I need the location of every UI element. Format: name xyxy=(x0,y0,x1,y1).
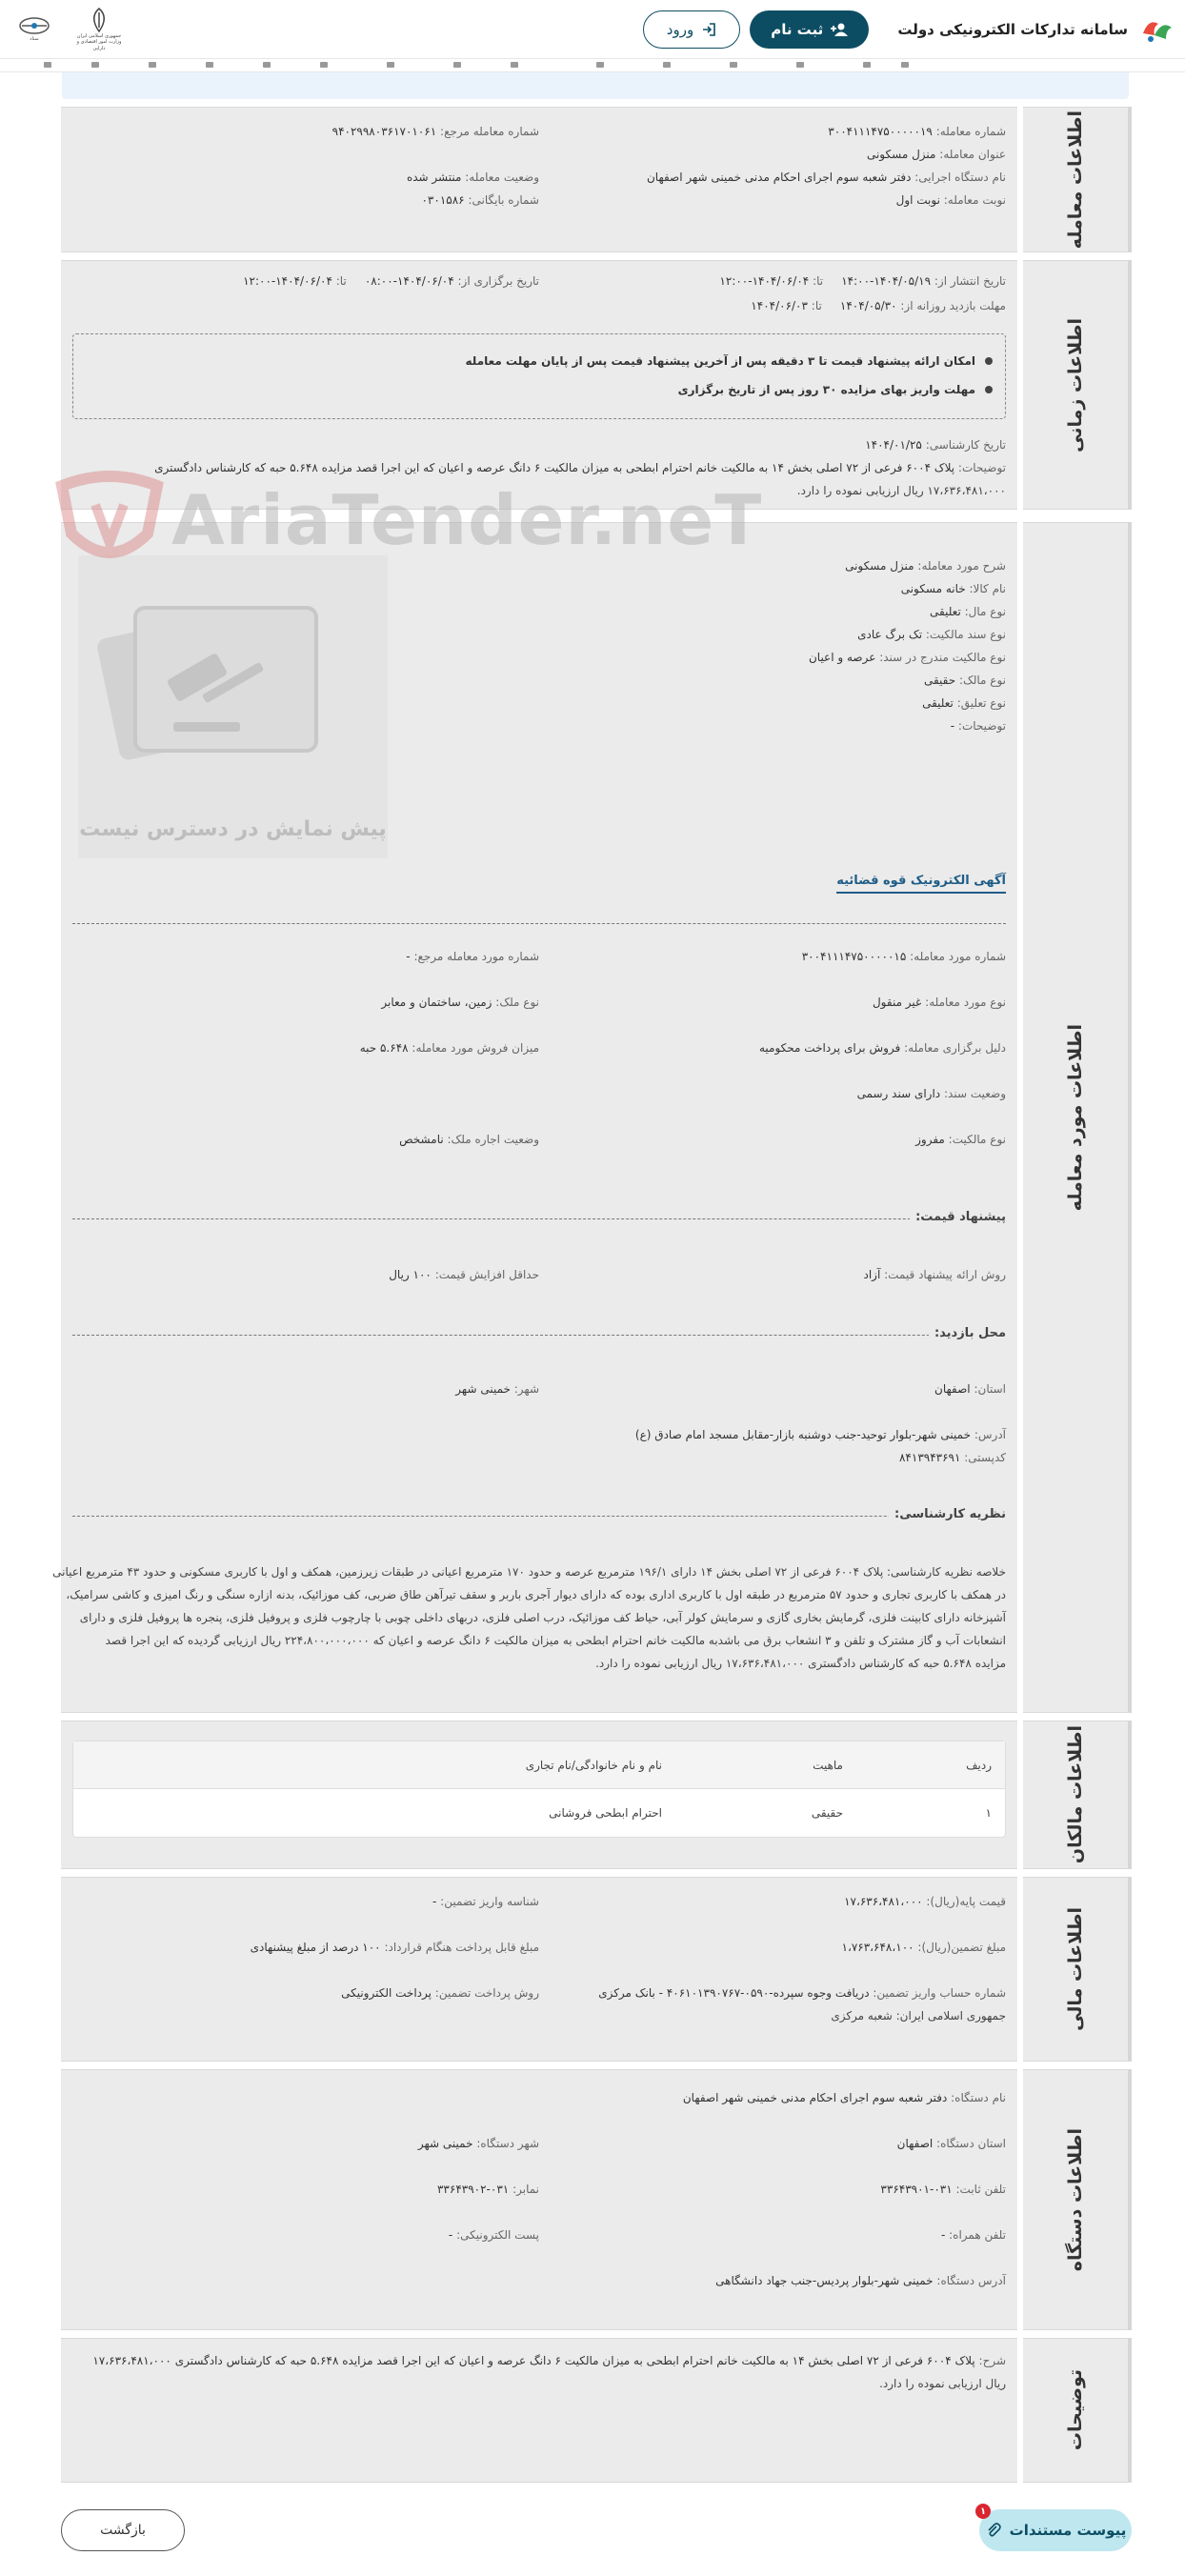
col-header-name: نام و نام خانوادگی/نام تجاری xyxy=(525,1759,662,1772)
time-info-title-box xyxy=(1023,260,1132,510)
owners-title: اطلاعات مالکان xyxy=(1065,1725,1086,1864)
offer-section-title: پیشنهاد قیمت: xyxy=(910,1210,1006,1224)
site-title: سامانه تدارکات الکترونیکی دولت xyxy=(897,20,1128,38)
finance-title: اطلاعات مالی xyxy=(1065,1907,1086,2031)
condition-bullet-2: مهلت واریز بهای مزایده ۳۰ روز پس از تاریخ برگزاری xyxy=(678,383,993,396)
offer-method: روش ارائه پیشنهاد قیمت: آزاد xyxy=(863,1268,1006,1281)
finance-body xyxy=(61,1877,1017,2062)
item-estate-type: نوع ملک: زمین، ساختمان و معابر xyxy=(381,996,539,1009)
item-doc-status: وضعیت سند: دارای سند رسمی xyxy=(856,1087,1006,1100)
setad-logo-icon xyxy=(1137,10,1175,49)
bullet-dot-icon xyxy=(985,386,993,393)
time-desc-line-1: توضیحات: پلاک ۶۰۰۴ فرعی از ۷۲ اصلی بخش ۱۴ به مالکیت خانم احترام ابطحی به میزان مالکیت ۶ دانگ عرصه و اعیان که این اجرا قصد مزایده ۵.۶۴۸ حبه که کارشناس دادگستری xyxy=(154,461,1006,474)
finance-title-box xyxy=(1023,1877,1132,2062)
item-info-section xyxy=(52,522,1132,1713)
item-info-title-box xyxy=(1023,522,1132,1713)
back-button[interactable]: بازگشت xyxy=(61,2509,185,2551)
setad-caption: ستاد xyxy=(30,36,39,43)
expert-line-5: مزایده ۵.۶۴۸ حبه که کارشناس دادگستری ۱۷،۶۳۶،۴۸۱،۰۰۰ ریال ارزیابی نموده را دارد. xyxy=(595,1657,1006,1670)
org-city: شهر دستگاه: خمینی شهر xyxy=(417,2137,539,2150)
expert-line-2: در همکف با کاربری تجاری و حدود ۵۷ مترمربع در طبقه اول با کاربری اداری بوده که دارای دیوار آجری باربر و سقف تیرآهن طاق ضربی، کف موزائیک، بدنه ازاره سنگی و رنگ امیزی و کاشی سرامیک، xyxy=(66,1588,1006,1601)
info-banner xyxy=(62,72,1129,99)
separator-line xyxy=(72,923,1006,924)
register-label: ثبت نام xyxy=(771,20,824,38)
org-mobile: تلفن همراه: - xyxy=(940,2228,1006,2242)
notes-line-1: شرح: پلاک ۶۰۰۴ فرعی از ۷۲ اصلی بخش ۱۴ به مالکیت خانم احترام ابطحی به میزان مالکیت ۶ دانگ عرصه و اعیان که این اجرا قصد مزایده ۵.۶۴۸ حبه که کارشناس دادگستری ۱۷،۶۳۶،۴۸۱،۰۰۰ xyxy=(92,2354,1006,2367)
ministry-caption: جمهوری اسلامی ایران وزارت امور اقتصادی و دارایی xyxy=(76,32,122,51)
visit-province: استان: اصفهان xyxy=(934,1382,1006,1396)
org-email: پست الکترونیکی: - xyxy=(448,2228,539,2242)
deal-info-title: اطلاعات معامله xyxy=(1065,110,1086,250)
deal-round: نوبت معامله: نوبت اول xyxy=(895,193,1006,207)
org-province: استان دستگاه: اصفهان xyxy=(896,2137,1006,2150)
nav-strip xyxy=(0,59,1185,72)
deal-number: شماره معامله: ۳۰۰۴۱۱۱۴۷۵۰۰۰۰۰۱۹ xyxy=(828,125,1006,138)
item-owner-type: نوع مالک: حقیقی xyxy=(923,674,1006,687)
expert-section-title: نظریه کارشناسی: xyxy=(889,1507,1006,1521)
judiciary-notice-link[interactable]: آگهی الکترونیک قوه قضائیه xyxy=(836,874,1006,894)
separator-line xyxy=(72,1516,1006,1517)
owner-row-name: احترام ابطحی فروشانی xyxy=(549,1806,662,1820)
org-fax: نمابر: ۰۳۱-۳۳۶۴۳۹۰۲ xyxy=(436,2183,539,2196)
item-reason: دلیل برگزاری معامله: فروش برای پرداخت محکومیه xyxy=(759,1041,1006,1055)
visit-dates: مهلت بازدید روزانه از: ۱۴۰۴/۰۵/۳۰ تا: ۱۴۰۴/۰۶/۰۳ xyxy=(751,299,1006,312)
deal-ref-number: شماره معامله مرجع: ۹۴۰۲۹۹۸۰۳۶۱۷۰۱۰۶۱ xyxy=(331,125,539,138)
min-increase: حداقل افزایش قیمت: ۱۰۰ ریال xyxy=(389,1268,539,1281)
notes-title-box xyxy=(1023,2338,1132,2483)
org-title: اطلاعات دستگاه xyxy=(1065,2127,1086,2272)
col-header-type: ماهیت xyxy=(813,1759,843,1772)
item-sale-amount: میزان فروش مورد معامله: ۵.۶۴۸ حبه xyxy=(359,1041,539,1055)
brand[interactable] xyxy=(897,10,1175,49)
org-section xyxy=(61,2069,1132,2330)
owner-row-index: ۱ xyxy=(985,1806,992,1820)
owners-title-box xyxy=(1023,1721,1132,1869)
paperclip-icon xyxy=(985,2522,1002,2539)
attachments-count-badge: ۱ xyxy=(975,2504,991,2519)
visit-city: شهر: خمینی شهر xyxy=(455,1382,539,1396)
image-preview-placeholder[interactable] xyxy=(78,555,388,858)
ministry-emblem-icon xyxy=(74,6,124,53)
deal-info-section xyxy=(61,107,1132,252)
notes-title: توضیحات xyxy=(1065,2369,1086,2451)
attachments-label: پیوست مستندات xyxy=(1009,2522,1127,2539)
item-property-type: نوع مال: تعلیقی xyxy=(930,605,1006,618)
item-number: شماره مورد معامله: ۳۰۰۴۱۱۱۴۷۵۰۰۰۰۰۱۵ xyxy=(801,950,1006,963)
attachments-button[interactable] xyxy=(979,2506,1132,2551)
hold-dates: تاریخ برگزاری از: ۱۴۰۴/۰۶/۰۴-۰۸:۰۰ تا: ۱۴۰۴/۰۶/۰۴-۱۲:۰۰ xyxy=(243,274,539,288)
base-price: قیمت پایه(ریال): ۱۷،۶۳۶،۴۸۱،۰۰۰ xyxy=(844,1895,1006,1908)
gov-logos xyxy=(10,6,124,53)
org-title-box xyxy=(1023,2069,1132,2330)
item-ownership-in-doc: نوع مالکیت مندرج در سند: عرصه و اعیان xyxy=(808,651,1006,664)
item-ref-number: شماره مورد معامله مرجع: - xyxy=(406,950,539,963)
visit-section-title: محل بازدید: xyxy=(929,1326,1006,1340)
expert-line-3: آشپزخانه دارای کابینت فلزی، گرمایش بخاری گازی و سرمایش کولر آبی، حیاط کف موزائیک، درب اصلی فلزی، دربهای داخلی چوبی با چارچوب فلزی و پروفیل فلزی، پنجره ها پروفیل فلزی و دارای xyxy=(79,1611,1006,1624)
gavel-document-icon xyxy=(78,565,388,813)
watermark-text: AriaTender.neT xyxy=(171,480,763,560)
deal-executor: نام دستگاه اجرایی: دفتر شعبه سوم اجرای احکام مدنی خمینی شهر اصفهان xyxy=(646,171,1006,184)
guarantee-account-line-2: جمهوری اسلامی ایران: شعبه مرکزی xyxy=(831,2009,1006,2023)
expert-line-1: خلاصه نظریه کارشناسی: پلاک ۶۰۰۴ فرعی از ۷۲ اصلی بخش ۱۴ دارای ۱۹۶/۱ مترمربع عرصه و حدود ۱۷۰ مترمربع اعیانی در طبقات زیرزمین، همکف و اول با کاربری مسکونی و حدود ۴۳ مترمربع اعیانی xyxy=(52,1565,1006,1579)
item-lease: وضعیت اجاره ملک: نامشخص xyxy=(399,1133,539,1146)
deal-info-body xyxy=(61,107,1017,252)
owners-table xyxy=(72,1741,1006,1838)
no-preview-caption: پیش نمایش در دسترس نیست xyxy=(79,817,387,841)
deal-info-title-box xyxy=(1023,107,1132,252)
guarantee-pay-method: روش پرداخت تضمین: پرداخت الکترونیکی xyxy=(341,1986,539,2000)
conditions-box xyxy=(72,333,1006,419)
publish-dates: تاریخ انتشار از: ۱۴۰۴/۰۵/۱۹-۱۴:۰۰ تا: ۱۴۰۴/۰۶/۰۴-۱۲:۰۰ xyxy=(719,274,1006,288)
login-icon xyxy=(701,22,716,37)
owners-section xyxy=(61,1721,1132,1869)
org-body xyxy=(61,2069,1017,2330)
expert-line-4: انشعابات آب و گاز مشترک و تلفن و ۳ انشعاب برق می باشدبه مالکیت خانم احترام ابطحی به میزان مالکیت ۶ دانگ عرصه و اعیان که ۲۲۴،۸۰۰،۰۰۰،۰۰۰ ریال ارزیابی گردیده که این اجرا قصد xyxy=(105,1634,1006,1647)
deal-subject: عنوان معامله: منزل مسکونی xyxy=(866,148,1006,161)
item-doc-type: نوع سند مالکیت: تک برگ عادی xyxy=(857,628,1006,641)
contract-payment: مبلغ قابل پرداخت هنگام قرارداد: ۱۰۰ درصد از مبلغ پیشنهادی xyxy=(250,1941,539,1954)
register-button[interactable] xyxy=(750,10,869,49)
separator-line xyxy=(72,1218,1006,1219)
ariatender-watermark xyxy=(52,467,763,572)
deposit-id: شناسه واریز تضمین: - xyxy=(432,1895,539,1908)
item-info-title: اطلاعات مورد معامله xyxy=(1065,1023,1086,1212)
top-header xyxy=(0,0,1185,59)
org-name: نام دستگاه: دفتر شعبه سوم اجرای احکام مدنی خمینی شهر اصفهان xyxy=(682,2091,1006,2104)
login-button[interactable] xyxy=(643,10,740,49)
expert-date: تاریخ کارشناسی: ۱۴۰۴/۰۱/۲۵ xyxy=(865,438,1006,452)
time-desc-line-2: ۱۷،۶۳۶،۴۸۱،۰۰۰ ریال ارزیابی نموده را دارد. xyxy=(796,484,1006,497)
notes-body xyxy=(61,2338,1017,2483)
item-type: نوع مورد معامله: غیر منقول xyxy=(872,996,1006,1009)
separator-line xyxy=(72,1335,1006,1336)
time-info-title: اطلاعات زمانی xyxy=(1065,317,1086,453)
deal-archive: شماره بایگانی: ۰۳۰۱۵۸۶ xyxy=(421,193,539,207)
owner-row-type: حقیقی xyxy=(811,1806,843,1820)
item-info-body xyxy=(52,522,1017,1713)
visit-address: آدرس: خمینی شهر-بلوار توحید-جنب دوشنبه بازار-مقابل مسجد امام صادق (ع) xyxy=(634,1428,1006,1441)
owners-body xyxy=(61,1721,1017,1869)
item-goods: نام کالا: خانه مسکونی xyxy=(900,582,1006,595)
add-user-icon xyxy=(831,22,848,37)
watermark-logo-icon xyxy=(52,467,167,572)
guarantee-amount: مبلغ تضمین(ریال): ۱،۷۶۳،۶۴۸،۱۰۰ xyxy=(841,1941,1006,1954)
item-notes: توضیحات: - xyxy=(950,719,1006,733)
org-address: آدرس دستگاه: خمینی شهر-بلوار پردیس-جنب جهاد دانشگاهی xyxy=(715,2274,1006,2287)
col-header-index: ردیف xyxy=(966,1759,992,1772)
org-phone: تلفن ثابت: ۰۳۱-۳۳۶۴۳۹۰۱ xyxy=(880,2183,1006,2196)
login-label: ورود xyxy=(666,20,694,38)
setad-emblem-icon xyxy=(10,6,59,53)
condition-bullet-1: امکان ارائه پیشنهاد قیمت تا ۳ دقیقه پس از آخرین پیشنهاد قیمت پس از پایان مهلت معامله xyxy=(466,354,993,368)
deal-status: وضعیت معامله: منتشر شده xyxy=(406,171,539,184)
notes-line-2: ریال ارزیابی نموده را دارد. xyxy=(879,2377,1006,2390)
item-suspension: نوع تعلیق: تعلیقی xyxy=(922,696,1006,710)
item-ownership: نوع مالکیت: مفروز xyxy=(915,1133,1006,1146)
bullet-dot-icon xyxy=(985,357,993,365)
visit-postal-code: کدپستی: ۸۴۱۳۹۴۳۶۹۱ xyxy=(898,1451,1006,1464)
guarantee-account: شماره حساب واریز تضمین: دریافت وجوه سپرده-۰۵۹۰-۴۰۶۱۰۱۳۹۰۷۶۷ - بانک مرکزی xyxy=(598,1986,1006,2000)
item-desc: شرح مورد معامله: منزل مسکونی xyxy=(845,559,1006,573)
notes-section xyxy=(61,2338,1132,2483)
finance-section xyxy=(61,1877,1132,2062)
